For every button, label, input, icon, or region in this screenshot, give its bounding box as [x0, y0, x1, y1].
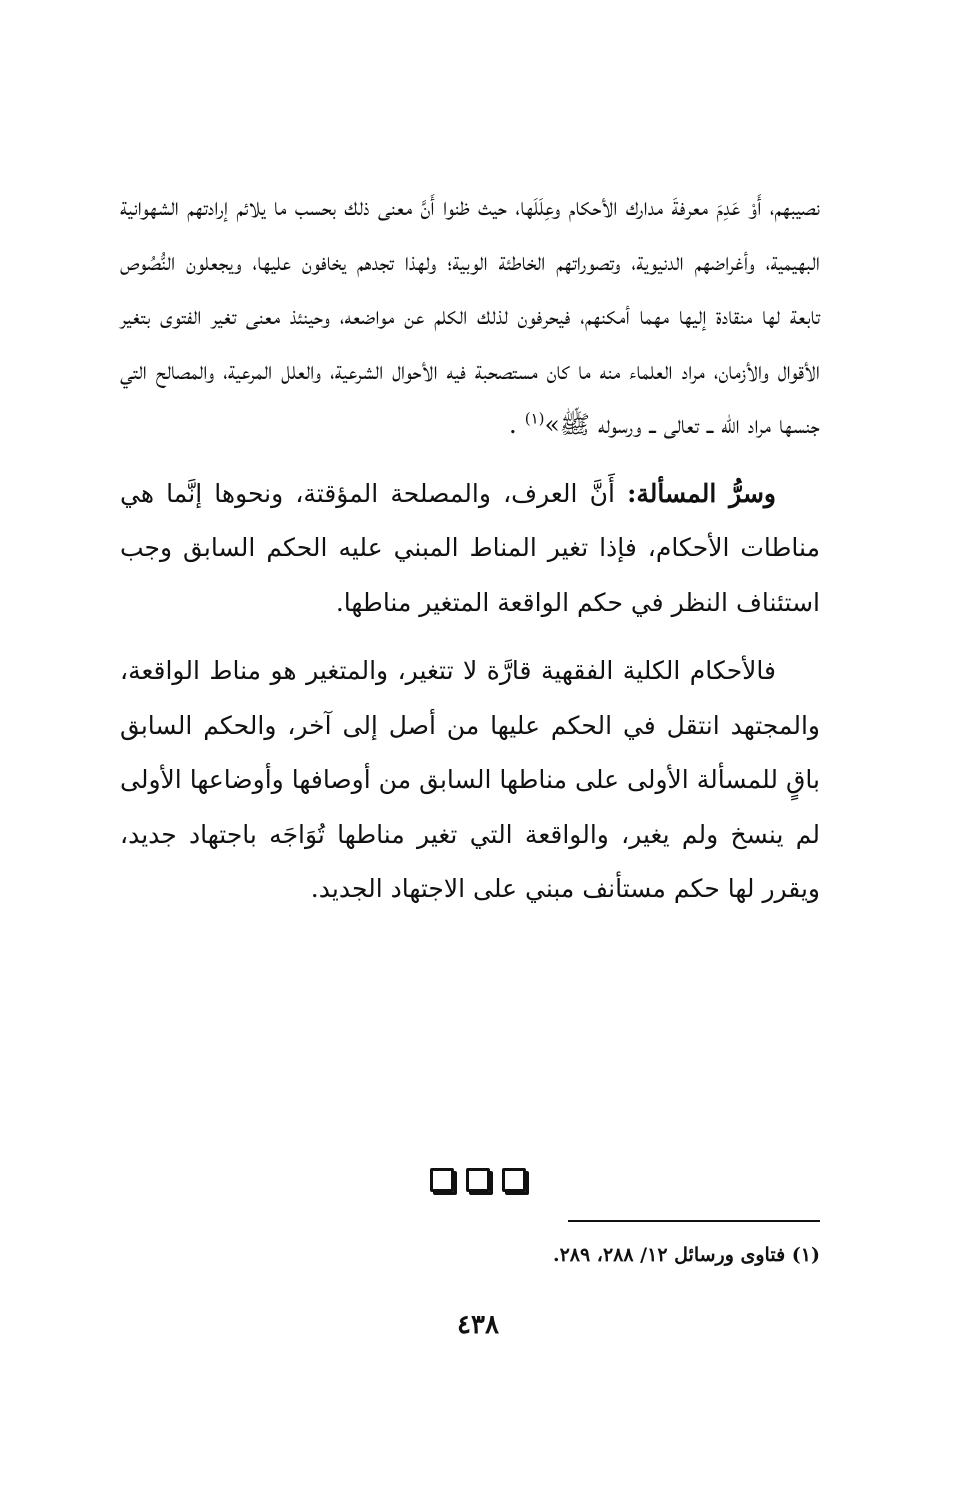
divider-square-icon	[430, 1168, 454, 1192]
paragraph-2-lead: وسرُّ المسألة:	[627, 478, 776, 508]
main-text	[120, 180, 820, 917]
paragraph-2: وسرُّ المسألة: أَنَّ العرف، والمصلحة المؤقتة، ونحوها إنَّما هي مناطات الأحكام، فإذا تغير المناط المبني عليه الحكم السابق وجب استئناف النظر في حكم الواقعة المتغير مناطها.	[120, 478, 820, 617]
footnote-reference: (١)	[524, 409, 545, 428]
divider-square-icon	[466, 1168, 490, 1192]
page-number: ٤٣٨	[457, 1310, 499, 1340]
divider-square-icon	[502, 1168, 526, 1192]
section-divider	[0, 1168, 956, 1192]
footnote: (١) فتاوى ورسائل ١٢/ ٢٨٨، ٢٨٩.	[552, 1244, 820, 1266]
paragraph-1: نصيبهم، أَوْ عَدِمَ معرفةَ مدارك الأحكام وعِلَلَها، حيث ظنوا أَنَّ معنى ذلك بحسب ما يلائم إرادتهم الشهوانية البهيمية، وأغراضهم الدنيوية، وتصوراتهم الخاطئة الوبية؛ ولهذا تجدهم يخافون عليها، ويجعلون النُّصُوص تابعة لها منقادة إليها مهما أمكنهم، فيحرفون لذلك الكلم عن مواضعه، وحينئذ معنى تغير الفتوى بتغير الأقوال والأزمان، مراد العلماء منه ما كان مستصحبة فيه الأحوال الشرعية، والعلل المرعية، والمصالح التي جنسها مراد الله ــ تعالى ــ ورسوله ﷺ»$^{(١)}$ .	[120, 192, 820, 439]
paragraph-3: فالأحكام الكلية الفقهية قارَّة لا تتغير، والمتغير هو مناط الواقعة، والمجتهد انتقل في الحكم عليها من أصل إلى آخر، والحكم السابق باقٍ للمسألة الأولى على مناطها السابق من أوصافها وأوضاعها الأولى لم ينسخ ولم يغير، والواقعة التي تغير مناطها تُوَاجَه باجتهاد جديد، ويقرر لها حكم مستأنف مبني على الاجتهاد الجديد.	[120, 656, 820, 903]
footnote-separator	[568, 1220, 820, 1222]
